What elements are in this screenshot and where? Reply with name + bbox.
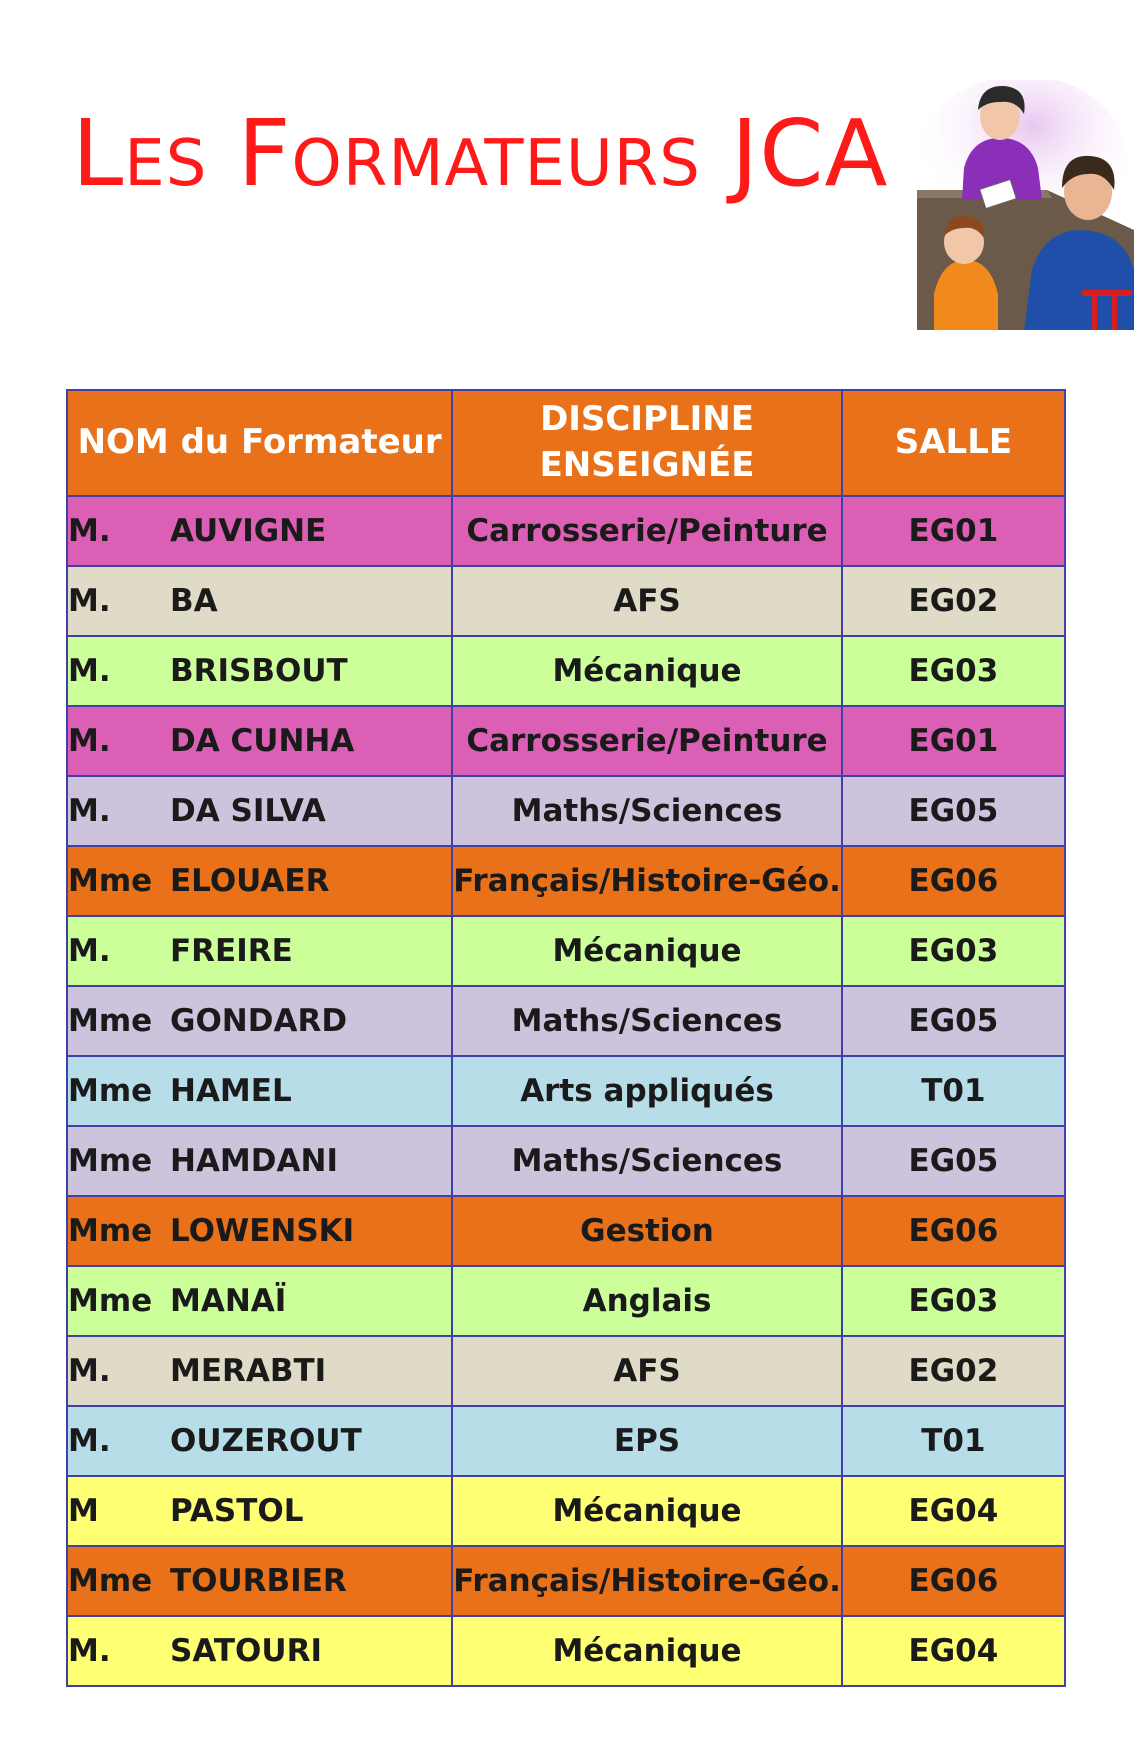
header-discipline — [452, 390, 842, 496]
trainer-cell — [67, 1056, 452, 1126]
discipline-cell: Français/Histoire-Géo. — [452, 846, 842, 916]
trainer-title: M. — [68, 583, 111, 619]
trainer-cell — [67, 566, 452, 636]
trainer-title: M. — [68, 1353, 111, 1389]
table-row — [67, 776, 1065, 846]
discipline-cell: Gestion — [452, 1196, 842, 1266]
room-cell: EG03 — [842, 916, 1065, 986]
trainer-title: M — [68, 1493, 99, 1529]
trainer-name: TOURBIER — [170, 1563, 347, 1599]
trainer-cell — [67, 776, 452, 846]
discipline-cell: Carrosserie/Peinture — [452, 706, 842, 776]
table-row — [67, 1616, 1065, 1686]
trainer-cell — [67, 1476, 452, 1546]
trainer-name: AUVIGNE — [170, 513, 327, 549]
room-cell: T01 — [842, 1056, 1065, 1126]
table-row — [67, 706, 1065, 776]
discipline-cell: Anglais — [452, 1266, 842, 1336]
room-cell: EG06 — [842, 1546, 1065, 1616]
table-row — [67, 1196, 1065, 1266]
trainer-title: Mme — [68, 1213, 153, 1249]
page-title: Les Formateurs JCA — [72, 100, 889, 207]
trainer-title: Mme — [68, 1073, 153, 1109]
trainer-title: Mme — [68, 1563, 153, 1599]
header-discipline-line1: DISCIPLINE — [540, 399, 754, 440]
header-room: SALLE — [842, 390, 1065, 496]
trainer-cell — [67, 846, 452, 916]
trainer-cell — [67, 1336, 452, 1406]
trainer-title: M. — [68, 723, 111, 759]
discipline-cell: Mécanique — [452, 916, 842, 986]
classroom-illustration — [912, 80, 1134, 330]
table-row — [67, 916, 1065, 986]
trainer-name: PASTOL — [170, 1493, 304, 1529]
trainer-name: LOWENSKI — [170, 1213, 355, 1249]
table-row — [67, 1476, 1065, 1546]
room-cell: EG03 — [842, 1266, 1065, 1336]
trainers-table — [66, 389, 1066, 1687]
trainer-title: M. — [68, 933, 111, 969]
table-body — [67, 496, 1065, 1686]
trainer-name: GONDARD — [170, 1003, 348, 1039]
discipline-cell: Mécanique — [452, 636, 842, 706]
room-cell: EG06 — [842, 1196, 1065, 1266]
trainer-cell — [67, 1266, 452, 1336]
trainer-title: Mme — [68, 1143, 153, 1179]
table-header-row — [67, 390, 1065, 496]
discipline-cell: Arts appliqués — [452, 1056, 842, 1126]
trainer-cell — [67, 636, 452, 706]
discipline-cell: Maths/Sciences — [452, 776, 842, 846]
room-cell: EG06 — [842, 846, 1065, 916]
discipline-cell: Maths/Sciences — [452, 1126, 842, 1196]
table-row — [67, 986, 1065, 1056]
trainer-name: DA SILVA — [170, 793, 326, 829]
trainer-cell — [67, 1406, 452, 1476]
header-discipline-line2: ENSEIGNÉE — [539, 445, 755, 485]
room-cell: EG05 — [842, 1126, 1065, 1196]
room-cell: EG03 — [842, 636, 1065, 706]
trainer-cell — [67, 1546, 452, 1616]
room-cell: EG02 — [842, 1336, 1065, 1406]
discipline-cell: Français/Histoire-Géo. — [452, 1546, 842, 1616]
trainer-name: BA — [170, 583, 218, 619]
discipline-cell: EPS — [452, 1406, 842, 1476]
discipline-cell: AFS — [452, 566, 842, 636]
trainer-name: FREIRE — [170, 933, 293, 969]
header-name: NOM du Formateur — [67, 390, 452, 496]
table-row — [67, 846, 1065, 916]
trainer-cell — [67, 916, 452, 986]
discipline-cell: AFS — [452, 1336, 842, 1406]
room-cell: EG01 — [842, 706, 1065, 776]
trainer-name: SATOURI — [170, 1633, 322, 1669]
discipline-cell: Carrosserie/Peinture — [452, 496, 842, 566]
trainer-name: BRISBOUT — [170, 653, 348, 689]
trainer-name: ELOUAER — [170, 863, 330, 899]
discipline-cell: Mécanique — [452, 1476, 842, 1546]
room-cell: T01 — [842, 1406, 1065, 1476]
trainer-name: HAMEL — [170, 1073, 292, 1109]
table-row — [67, 1266, 1065, 1336]
table-row — [67, 1406, 1065, 1476]
trainer-title: M. — [68, 653, 111, 689]
trainer-title: M. — [68, 1423, 111, 1459]
trainer-cell — [67, 986, 452, 1056]
table-row — [67, 496, 1065, 566]
trainer-cell — [67, 1616, 452, 1686]
discipline-cell: Mécanique — [452, 1616, 842, 1686]
room-cell: EG02 — [842, 566, 1065, 636]
room-cell: EG05 — [842, 776, 1065, 846]
trainer-name: MANAÏ — [170, 1283, 287, 1319]
trainer-title: M. — [68, 1633, 111, 1669]
trainer-cell — [67, 1126, 452, 1196]
trainer-title: Mme — [68, 863, 153, 899]
table-row — [67, 566, 1065, 636]
trainer-name: OUZEROUT — [170, 1423, 362, 1459]
room-cell: EG04 — [842, 1476, 1065, 1546]
room-cell: EG05 — [842, 986, 1065, 1056]
trainer-name: HAMDANI — [170, 1143, 338, 1179]
trainer-name: MERABTI — [170, 1353, 327, 1389]
trainer-cell — [67, 1196, 452, 1266]
discipline-cell: Maths/Sciences — [452, 986, 842, 1056]
trainer-title: M. — [68, 513, 111, 549]
room-cell: EG04 — [842, 1616, 1065, 1686]
trainer-cell — [67, 706, 452, 776]
trainer-title: Mme — [68, 1283, 153, 1319]
room-cell: EG01 — [842, 496, 1065, 566]
trainer-title: M. — [68, 793, 111, 829]
table-row — [67, 1336, 1065, 1406]
table-row — [67, 636, 1065, 706]
table-row — [67, 1056, 1065, 1126]
trainer-title: Mme — [68, 1003, 153, 1039]
table-row — [67, 1126, 1065, 1196]
trainer-name: DA CUNHA — [170, 723, 355, 759]
table-row — [67, 1546, 1065, 1616]
trainer-cell — [67, 496, 452, 566]
